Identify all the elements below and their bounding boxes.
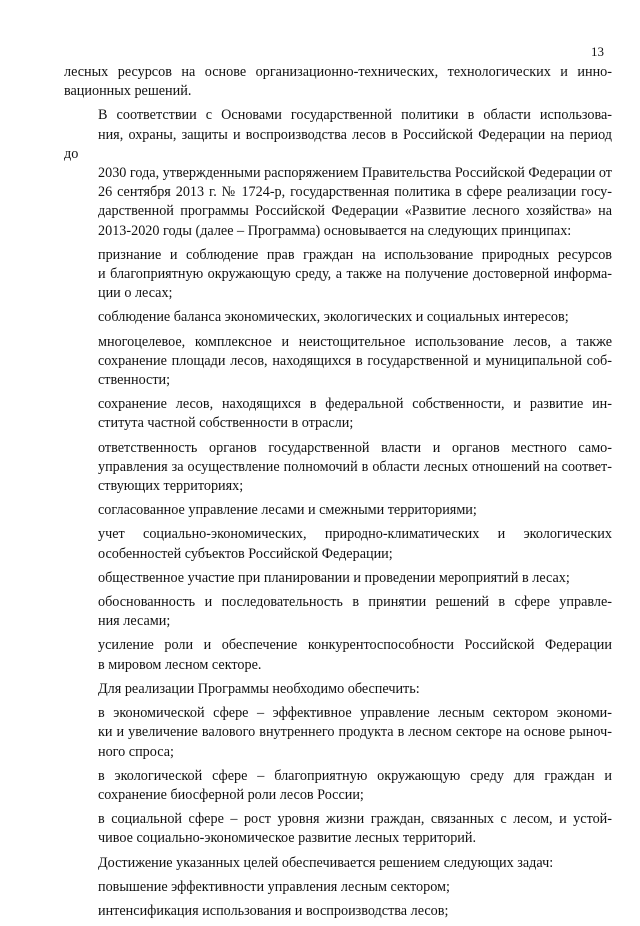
paragraph	[64, 704, 612, 762]
paragraph	[64, 636, 612, 674]
paragraph-gap	[64, 921, 612, 926]
text-line: особенностей субъектов Российской Федерации;	[98, 545, 393, 562]
text-line: усиление роли и обеспечение конкурентоспособности Российской Федерации	[98, 637, 612, 654]
text-line: Достижение указанных целей обеспечивается решением следующих задач:	[98, 854, 554, 871]
paragraph	[64, 439, 612, 497]
text-line: дарственной программы Российской Федерации «Развитие лесного хозяйства» на	[98, 203, 612, 220]
text-line: вационных решений.	[64, 83, 192, 100]
text-line: обоснованность и последовательность в принятии решений в сфере управле-	[98, 594, 612, 611]
paragraph	[64, 525, 612, 563]
text-line: в социальной сфере – рост уровня жизни граждан, связанных с лесом, и устой-	[98, 811, 612, 828]
paragraph	[64, 395, 612, 433]
paragraph	[64, 333, 612, 391]
text-line: ния, охраны, защиты и воспроизводства лесов в Российской Федерации на период до	[64, 126, 612, 162]
text-line: ствующих территориях;	[98, 478, 244, 495]
text-line: сохранение биосферной роли лесов России;	[98, 786, 364, 803]
text-line: Для реализации Программы необходимо обеспечить:	[98, 680, 420, 697]
paragraph	[64, 246, 612, 304]
text-line: повышение эффективности управления лесным сектором;	[98, 878, 450, 895]
paragraph	[64, 810, 612, 848]
text-line: общественное участие при планировании и проведении мероприятий в лесах;	[98, 569, 570, 586]
document-body	[64, 63, 612, 926]
paragraph	[64, 501, 612, 520]
text-line: многоцелевое, комплексное и неистощительное использование лесов, а также	[98, 333, 612, 350]
text-line: ститута частной собственности в отрасли;	[98, 415, 354, 432]
paragraph	[64, 63, 612, 101]
paragraph	[64, 593, 612, 631]
text-line: соблюдение баланса экономических, экологических и социальных интересов;	[98, 309, 569, 326]
text-line: лесных ресурсов на основе организационно-технических, технологических и инно-	[64, 64, 612, 80]
text-line: учет социально-экономических, природно-климатических и экологических	[98, 526, 612, 543]
text-line: чивое социально-экономическое развитие лесных территорий.	[98, 830, 477, 847]
text-line: 2030 года, утвержденными распоряжением Правительства Российской Федерации от	[98, 165, 612, 182]
text-line: сохранение лесов, находящихся в федеральной собственности, и развитие ин-	[98, 396, 612, 413]
text-line: ственности;	[98, 372, 171, 389]
page-number: 13	[591, 44, 604, 59]
text-line: ного спроса;	[98, 743, 174, 760]
paragraph	[64, 308, 612, 327]
text-line: ответственность органов государственной власти и органов местного само-	[98, 439, 612, 456]
paragraph	[64, 569, 612, 588]
paragraph	[64, 767, 612, 805]
text-line: 26 сентября 2013 г. № 1724-р, государственная политика в сфере реализации госу-	[98, 184, 612, 201]
text-line: признание и соблюдение прав граждан на использование природных ресурсов	[98, 246, 612, 263]
text-line: интенсификация использования и воспроизводства лесов;	[98, 902, 449, 919]
text-line: ки и увеличение валового внутреннего продукта в лесном секторе на основе рыноч-	[98, 724, 612, 741]
paragraph	[64, 878, 612, 897]
text-line: сохранение площади лесов, находящихся в государственной и муниципальной соб-	[98, 352, 612, 369]
paragraph	[64, 106, 612, 240]
text-line: в экологической сфере – благоприятную окружающую среду для граждан и	[98, 767, 612, 784]
text-line: в мировом лесном секторе.	[98, 656, 262, 673]
text-line: согласованное управление лесами и смежными территориями;	[98, 502, 477, 519]
text-line: управления за осуществление полномочий в области лесных отношений на соответ-	[98, 458, 612, 475]
text-line: ния лесами;	[98, 613, 171, 630]
text-line: 2013-2020 годы (далее – Программа) основывается на следующих принципах:	[98, 222, 572, 239]
text-line: В соответствии с Основами государственной политики в области использова-	[98, 107, 612, 124]
text-line: в экономической сфере – эффективное управление лесным сектором экономи-	[98, 705, 612, 722]
text-line: и благоприятную окружающую среду, а также на получение достоверной информа-	[98, 266, 612, 283]
text-line: ции о лесах;	[98, 285, 173, 302]
paragraph	[64, 680, 612, 699]
paragraph	[64, 854, 612, 873]
